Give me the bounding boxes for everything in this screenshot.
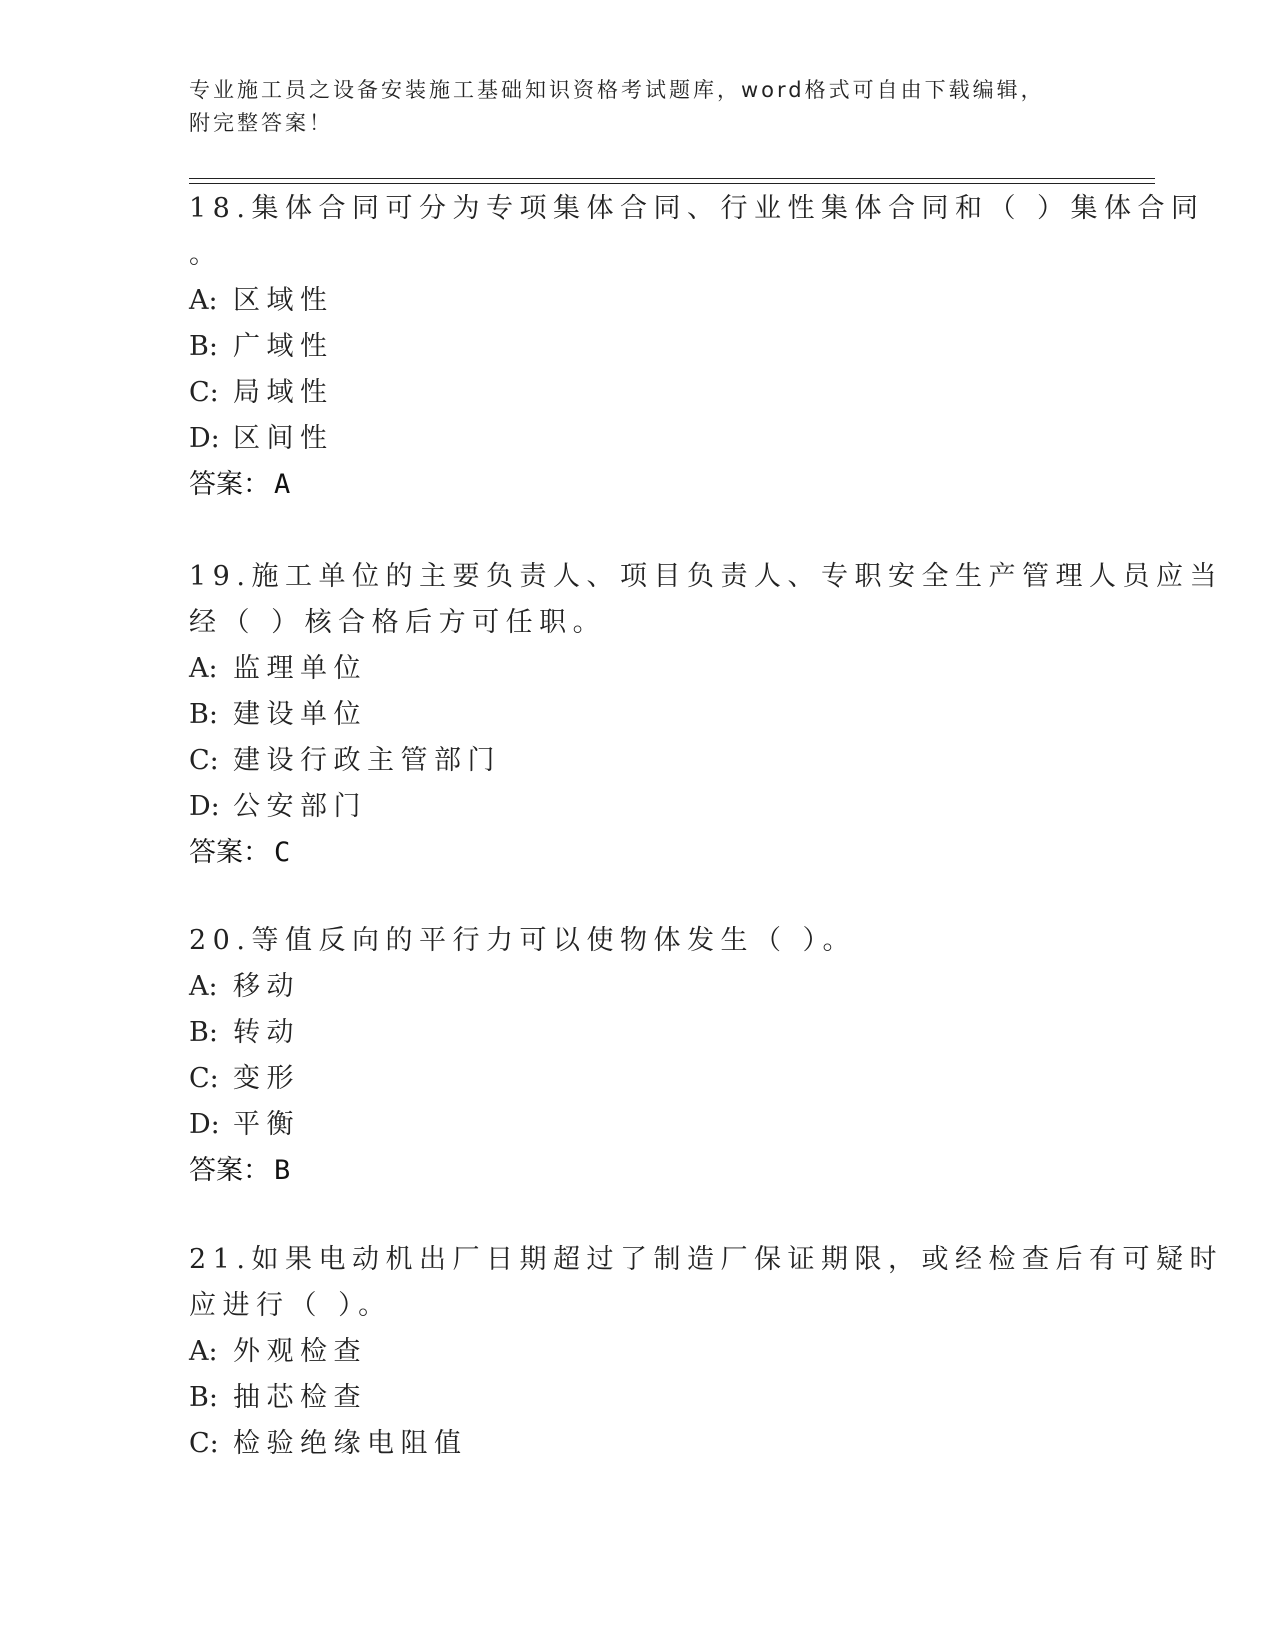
option-letter: D: xyxy=(189,423,220,454)
option-text: 建设行政主管部门 xyxy=(233,745,501,776)
option-text: 区间性 xyxy=(233,423,334,454)
option-letter: C: xyxy=(189,1428,219,1459)
question-stem xyxy=(189,554,1223,646)
question-21 xyxy=(189,1237,1223,1467)
option-letter: A: xyxy=(189,285,218,316)
option-c xyxy=(189,1056,1109,1102)
header-divider-top xyxy=(189,178,1155,179)
question-stem xyxy=(189,1237,1223,1329)
question-stem xyxy=(189,918,1109,964)
stem-line: 19.施工单位的主要负责人、项目负责人、专职安全生产管理人员应当 xyxy=(189,561,1223,592)
answer-label: 答案： xyxy=(189,837,270,868)
option-letter: D: xyxy=(189,1109,220,1140)
option-a xyxy=(189,278,1109,324)
option-c xyxy=(189,370,1109,416)
option-b xyxy=(189,1010,1109,1056)
option-text: 广域性 xyxy=(233,331,334,362)
option-text: 转动 xyxy=(233,1017,300,1048)
answer-label: 答案： xyxy=(189,1155,270,1186)
option-text: 局域性 xyxy=(233,377,334,408)
option-text: 区域性 xyxy=(233,285,334,316)
answer-value: B xyxy=(274,1155,291,1186)
option-letter: D: xyxy=(189,791,220,822)
option-text: 检验绝缘电阻值 xyxy=(233,1428,468,1459)
stem-line: 应进行（ ）。 xyxy=(189,1290,392,1321)
option-text: 变形 xyxy=(233,1063,300,1094)
option-text: 抽芯检查 xyxy=(233,1382,367,1413)
option-letter: C: xyxy=(189,1063,219,1094)
option-text: 移动 xyxy=(233,971,300,1002)
option-text: 平衡 xyxy=(233,1109,300,1140)
stem-line: 21.如果电动机出厂日期超过了制造厂保证期限，或经检查后有可疑时 xyxy=(189,1244,1223,1275)
option-text: 监理单位 xyxy=(233,653,367,684)
option-c xyxy=(189,1421,1109,1467)
question-18 xyxy=(189,186,1205,508)
option-b xyxy=(189,324,1109,370)
answer-line xyxy=(189,462,1109,508)
document-header xyxy=(189,74,1089,140)
option-letter: A: xyxy=(189,971,218,1002)
stem-line: 18.集体合同可分为专项集体合同、行业性集体合同和（ ）集体合同 xyxy=(189,193,1205,224)
option-c xyxy=(189,738,1109,784)
option-d xyxy=(189,1102,1109,1148)
option-text: 外观检查 xyxy=(233,1336,367,1367)
option-b xyxy=(189,692,1109,738)
answer-value: C xyxy=(274,837,291,868)
question-20 xyxy=(189,918,1109,1194)
option-b xyxy=(189,1375,1109,1421)
header-line-2: 附完整答案！ xyxy=(189,111,333,135)
answer-value: A xyxy=(274,469,291,500)
option-d xyxy=(189,784,1109,830)
option-letter: B: xyxy=(189,1382,218,1413)
answer-label: 答案： xyxy=(189,469,270,500)
option-text: 建设单位 xyxy=(233,699,367,730)
option-letter: C: xyxy=(189,377,219,408)
option-letter: B: xyxy=(189,331,218,362)
header-divider-bottom xyxy=(189,183,1155,184)
answer-line xyxy=(189,830,1109,876)
stem-line: 20.等值反向的平行力可以使物体发生（ ）。 xyxy=(189,925,857,956)
header-line-1: 专业施工员之设备安装施工基础知识资格考试题库，word格式可自由下载编辑， xyxy=(189,78,1045,102)
option-letter: A: xyxy=(189,1336,218,1367)
option-letter: A: xyxy=(189,653,218,684)
option-a xyxy=(189,964,1109,1010)
stem-line: 。 xyxy=(189,239,223,270)
option-a xyxy=(189,646,1109,692)
option-d xyxy=(189,416,1109,462)
answer-line xyxy=(189,1148,1109,1194)
option-letter: C: xyxy=(189,745,219,776)
question-19 xyxy=(189,554,1223,876)
option-letter: B: xyxy=(189,699,218,730)
option-a xyxy=(189,1329,1109,1375)
option-text: 公安部门 xyxy=(233,791,367,822)
option-letter: B: xyxy=(189,1017,218,1048)
stem-line: 经（ ）核合格后方可任职。 xyxy=(189,607,607,638)
question-stem xyxy=(189,186,1205,278)
